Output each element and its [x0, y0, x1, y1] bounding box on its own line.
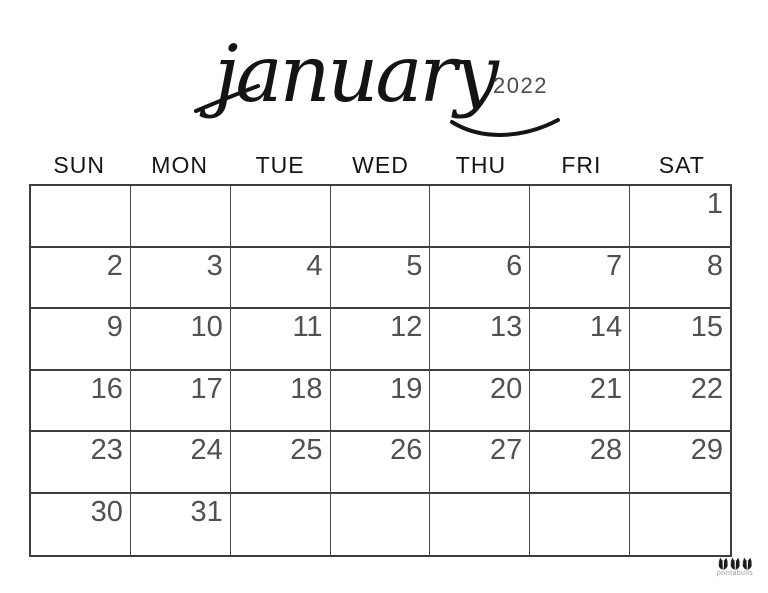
day-number: 17 [190, 372, 223, 405]
brand-name: printabulls [716, 570, 754, 577]
day-number: 6 [506, 249, 523, 282]
month-title: january [214, 28, 496, 120]
day-cell [31, 309, 131, 371]
day-number: 28 [589, 434, 623, 466]
day-number: 22 [690, 372, 723, 405]
day-cell [430, 248, 530, 310]
day-number: 19 [390, 372, 423, 405]
day-cell [530, 186, 630, 248]
day-cell [331, 371, 431, 433]
day-number: 4 [306, 249, 323, 282]
day-number: 30 [90, 495, 123, 528]
day-number: 31 [190, 495, 223, 528]
weekday-mon: MON [151, 152, 208, 178]
day-cell [530, 494, 630, 556]
day-number: 12 [390, 311, 423, 343]
three-dog-heads-icon [718, 557, 752, 570]
day-cell [630, 186, 730, 248]
day-cell [131, 248, 231, 310]
day-number: 24 [190, 434, 223, 466]
day-cell [231, 371, 331, 433]
day-cell [530, 432, 630, 494]
day-cell [231, 494, 331, 556]
day-cell [630, 494, 730, 556]
day-cell [630, 309, 730, 371]
day-cell [31, 432, 131, 494]
day-number: 25 [290, 434, 323, 466]
day-cell [131, 371, 231, 433]
weekday-fri: FRI [561, 152, 602, 178]
day-number: 11 [292, 311, 323, 343]
brand-logo [709, 557, 761, 578]
day-cell [530, 309, 630, 371]
day-number: 14 [589, 311, 623, 343]
title-swash-right [452, 120, 558, 135]
day-cell [331, 248, 431, 310]
weekday-wed: WED [352, 152, 409, 178]
day-number: 3 [206, 249, 223, 282]
day-cell [530, 371, 630, 433]
day-number: 7 [606, 249, 623, 282]
day-cell [231, 248, 331, 310]
day-number: 29 [690, 434, 723, 466]
day-cell [430, 494, 530, 556]
day-cell [31, 186, 131, 248]
year-label: 2022 [493, 73, 548, 98]
day-cell [331, 432, 431, 494]
weekday-header-row [29, 146, 732, 182]
day-number: 18 [290, 372, 323, 405]
day-number: 13 [490, 311, 523, 343]
day-number: 2 [106, 249, 123, 282]
day-number: 15 [690, 311, 723, 343]
day-cell [430, 309, 530, 371]
day-cell [31, 494, 131, 556]
day-cell [231, 432, 331, 494]
day-cell [31, 371, 131, 433]
day-cell [131, 432, 231, 494]
calendar-grid [29, 184, 732, 557]
day-cell [630, 248, 730, 310]
day-number: 23 [90, 434, 123, 466]
day-cell [530, 248, 630, 310]
day-number: 5 [406, 249, 423, 282]
weekday-thu: THU [455, 152, 507, 178]
day-cell [630, 371, 730, 433]
day-number: 16 [90, 372, 123, 405]
day-cell [231, 186, 331, 248]
day-number: 26 [390, 434, 423, 466]
day-number: 20 [490, 372, 523, 405]
calendar-title [0, 0, 768, 170]
day-number: 9 [106, 311, 123, 343]
day-number: 21 [589, 372, 623, 405]
day-number: 1 [706, 188, 723, 220]
day-cell [331, 186, 431, 248]
day-cell [131, 494, 231, 556]
weekday-sun: SUN [53, 152, 105, 178]
day-cell [31, 248, 131, 310]
weekday-tue: TUE [255, 152, 305, 178]
day-number: 8 [706, 249, 723, 282]
day-cell [430, 371, 530, 433]
day-number: 27 [490, 434, 523, 466]
day-cell [430, 432, 530, 494]
weekday-sat: SAT [658, 152, 705, 178]
day-cell [231, 309, 331, 371]
day-cell [331, 309, 431, 371]
day-cell [430, 186, 530, 248]
day-number: 10 [190, 311, 223, 343]
day-cell [630, 432, 730, 494]
day-cell [131, 186, 231, 248]
day-cell [331, 494, 431, 556]
day-cell [131, 309, 231, 371]
